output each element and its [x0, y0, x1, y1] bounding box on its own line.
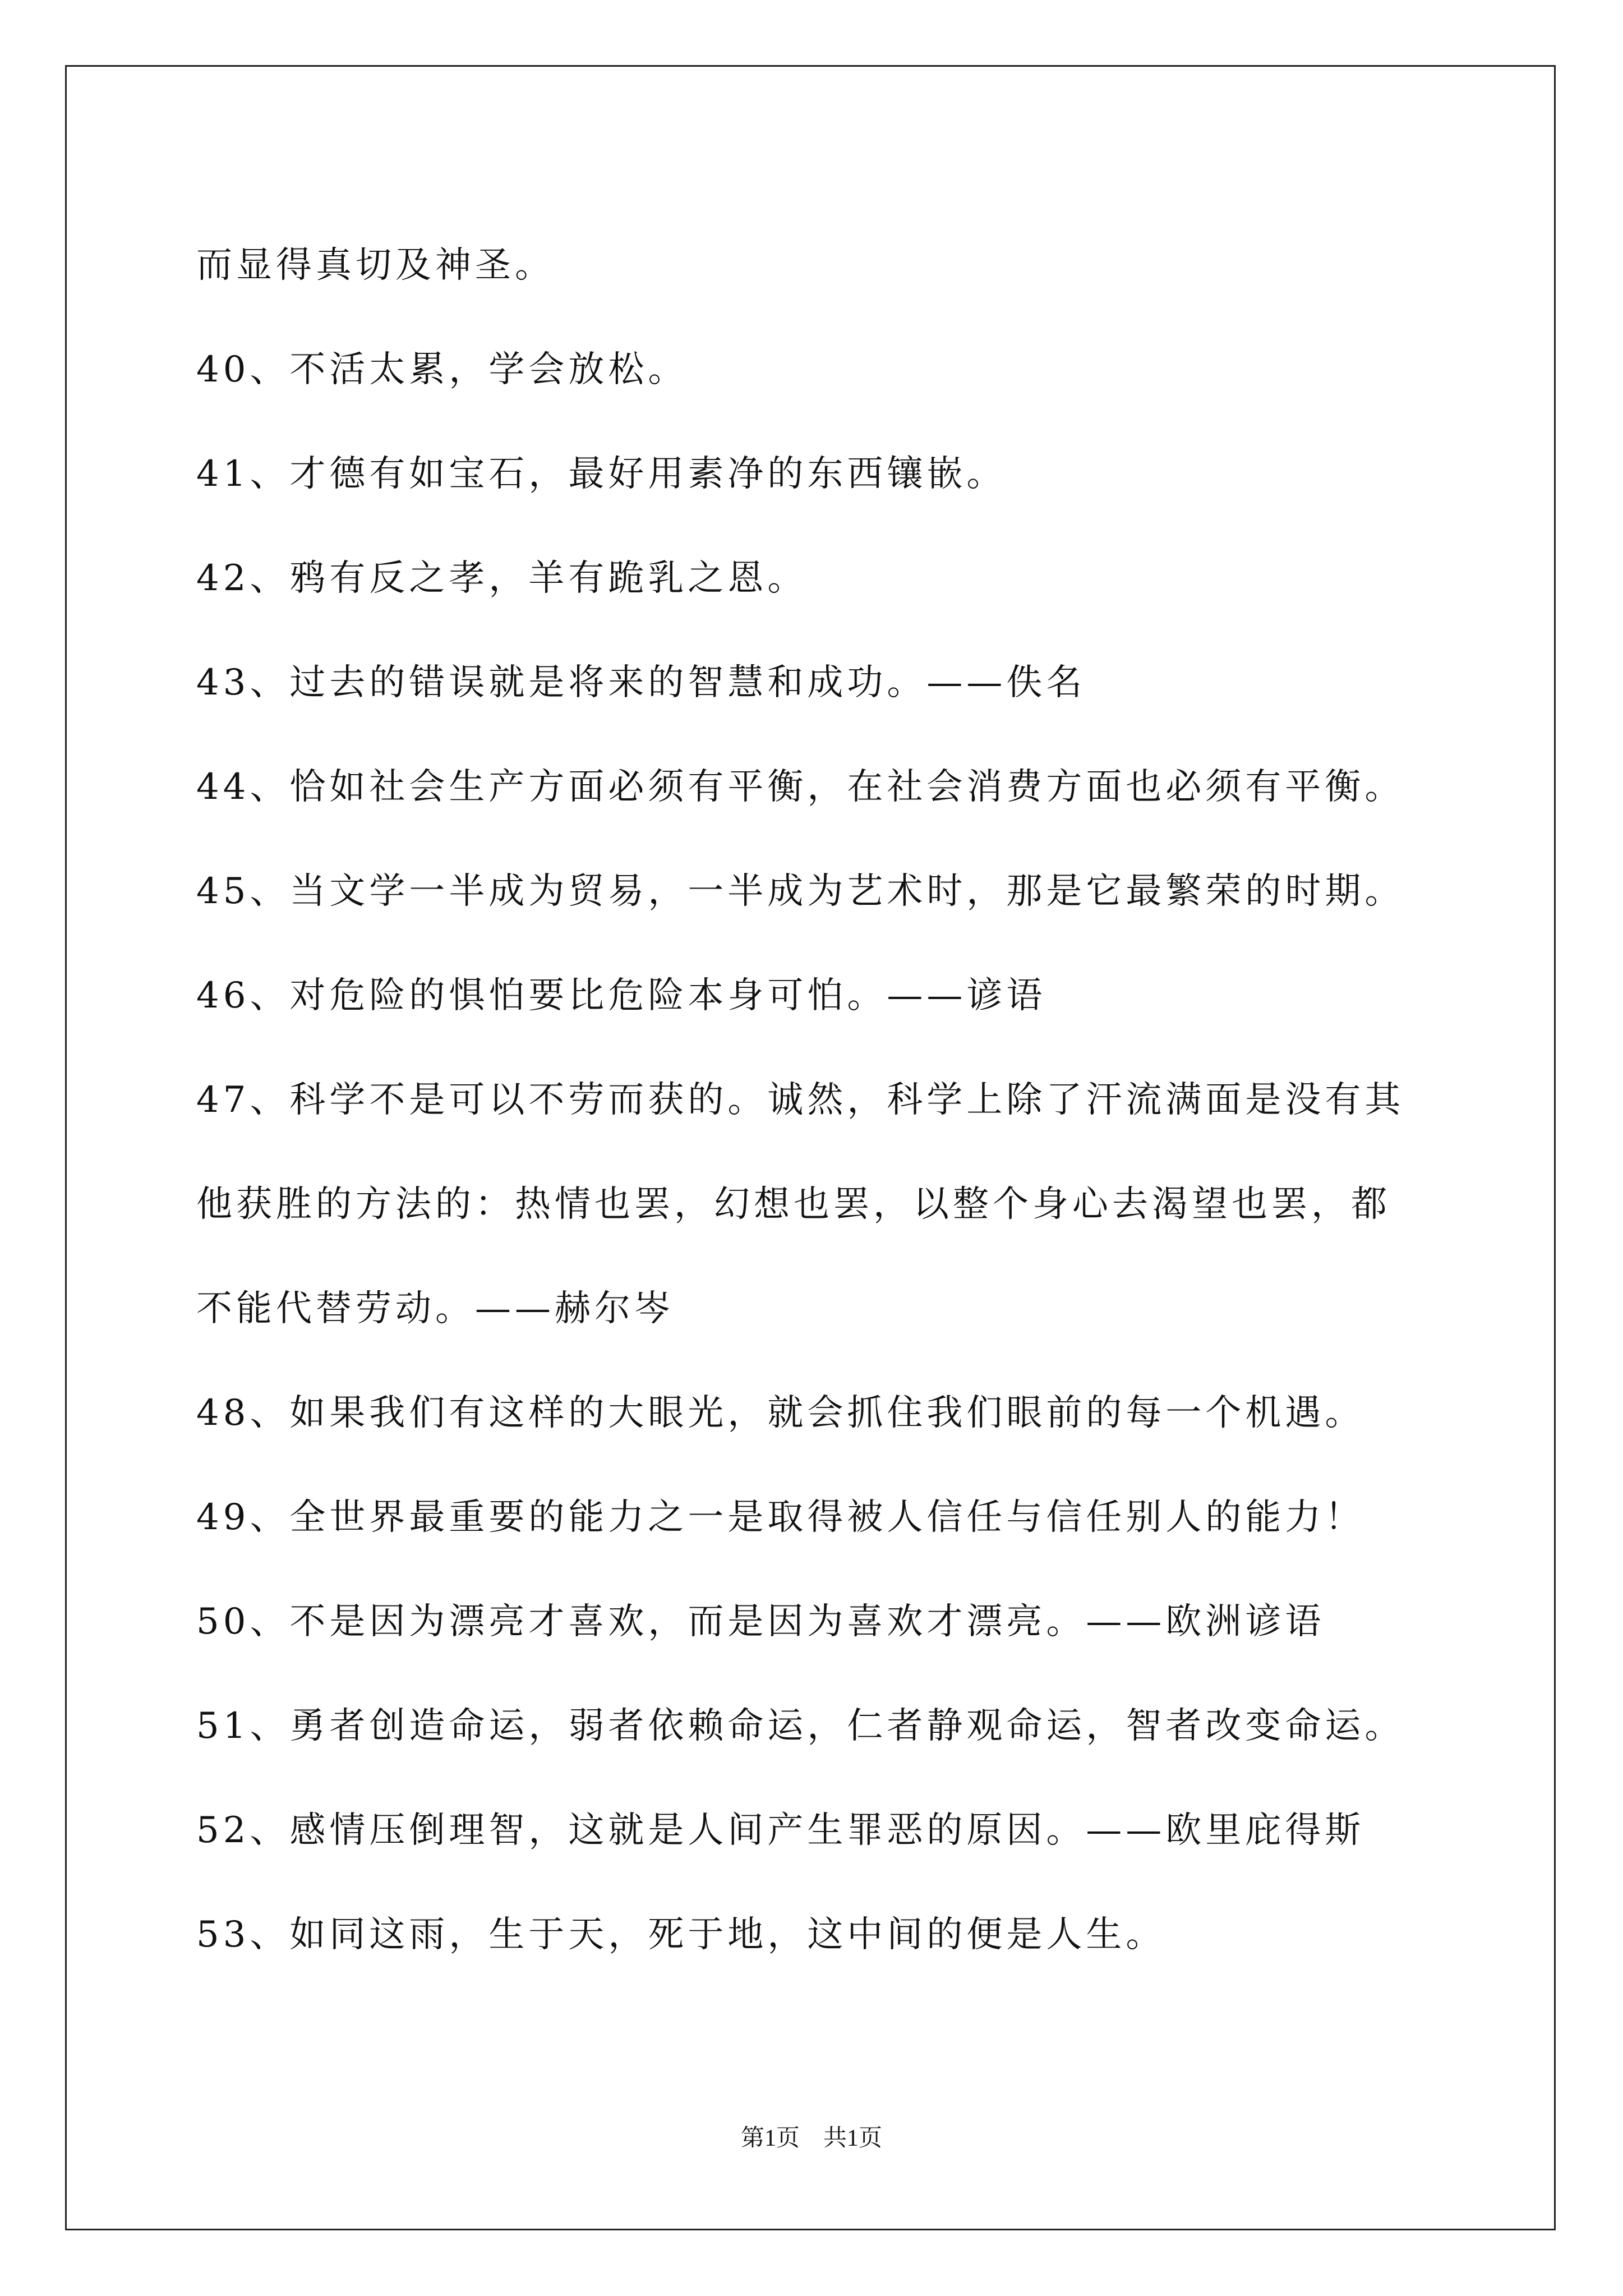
text-line: 42、鸦有反之孝，羊有跪乳之恩。 — [196, 558, 808, 599]
text-line: 53、如同这雨，生于天，死于地，这中间的便是人生。 — [196, 1914, 1166, 1955]
text-line: 而显得真切及神圣。 — [196, 245, 555, 286]
text-line: 45、当文学一半成为贸易，一半成为艺术时，那是它最繁荣的时期。 — [196, 871, 1405, 912]
page-number-footer: 第1页 共1页 — [740, 2125, 882, 2151]
text-line: 44、恰如社会生产方面必须有平衡，在社会消费方面也必须有平衡。 — [196, 766, 1405, 808]
text-line: 46、对危险的惧怕要比危险本身可怕。——谚语 — [196, 975, 1046, 1016]
text-line: 47、科学不是可以不劳而获的。诚然，科学上除了汗流满面是没有其 — [196, 1079, 1405, 1121]
text-line: 48、如果我们有这样的大眼光，就会抓住我们眼前的每一个机遇。 — [196, 1392, 1365, 1434]
text-line: 43、过去的错误就是将来的智慧和成功。——佚名 — [196, 662, 1086, 703]
text-line: 49、全世界最重要的能力之一是取得被人信任与信任别人的能力！ — [196, 1497, 1365, 1538]
text-line: 40、不活太累，学会放松。 — [196, 349, 688, 390]
text-line: 52、感情压倒理智，这就是人间产生罪恶的原因。——欧里庇得斯 — [196, 1810, 1365, 1851]
text-line: 他获胜的方法的：热情也罢，幻想也罢，以整个身心去渴望也罢，都 — [196, 1184, 1391, 1225]
text-line: 不能代替劳动。——赫尔岑 — [196, 1288, 674, 1329]
text-line: 41、才德有如宝石，最好用素净的东西镶嵌。 — [196, 453, 1007, 495]
text-line: 50、不是因为漂亮才喜欢，而是因为喜欢才漂亮。——欧洲谚语 — [196, 1601, 1325, 1642]
document-body — [196, 213, 1447, 1987]
text-line: 51、勇者创造命运，弱者依赖命运，仁者静观命运，智者改变命运。 — [196, 1705, 1405, 1747]
